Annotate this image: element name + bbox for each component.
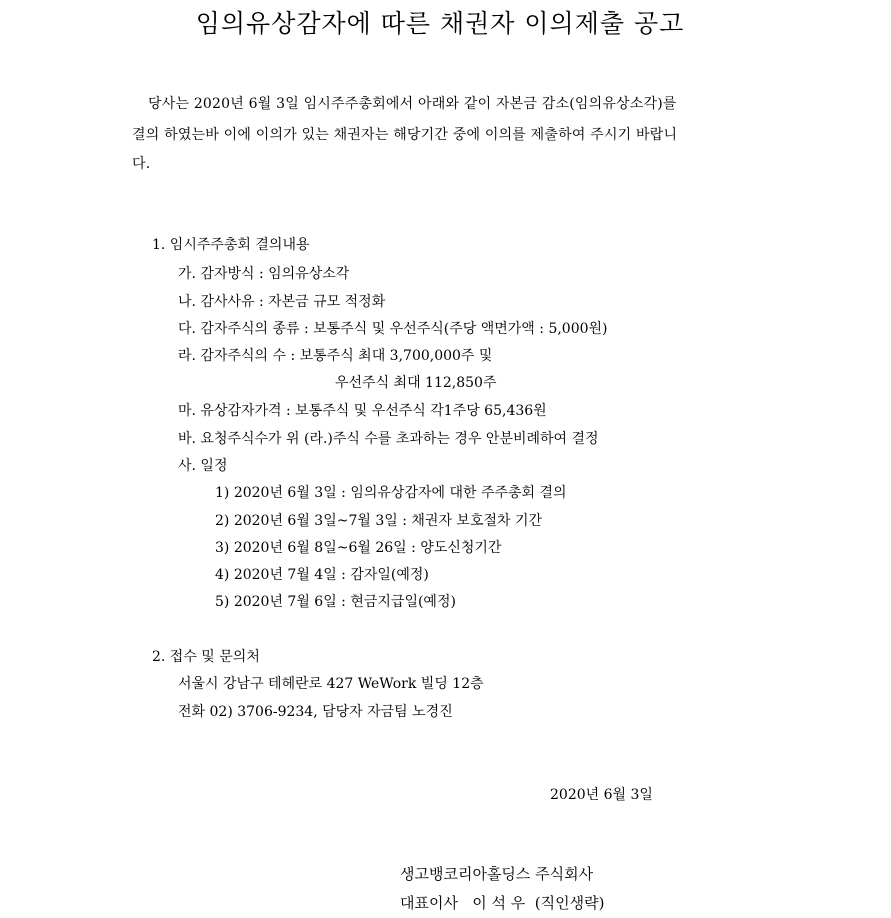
item-ra-continued: 우선주식 최대 112,850주 (335, 375, 497, 391)
section1-heading: 1. 임시주주총회 결의내용 (152, 237, 310, 253)
contact-phone: 전화 02) 3706-9234, 담당자 자금팀 노경진 (178, 704, 453, 720)
schedule-item: 5) 2020년 7월 6일 : 현금지급일(예정) (215, 594, 456, 610)
item-ga: 가. 감자방식 : 임의유상소각 (178, 266, 350, 282)
section2-heading: 2. 접수 및 문의처 (152, 649, 260, 665)
schedule-item: 1) 2020년 6월 3일 : 임의유상감자에 대한 주주총회 결의 (215, 485, 567, 501)
notice-title: 임의유상감자에 따른 채권자 이의제출 공고 (195, 9, 685, 38)
schedule-item: 2) 2020년 6월 3일~7월 3일 : 채권자 보호절차 기간 (215, 513, 543, 529)
item-ra: 라. 감자주식의 수 : 보통주식 최대 3,700,000주 및 (178, 348, 493, 364)
item-ma: 마. 유상감자가격 : 보통주식 및 우선주식 각1주당 65,436원 (178, 403, 547, 419)
intro-line-3: 다. (132, 156, 151, 172)
contact-address: 서울시 강남구 테헤란로 427 WeWork 빌딩 12층 (178, 676, 484, 692)
intro-line-2: 결의 하였는바 이에 이의가 있는 채권자는 해당기간 중에 이의를 제출하여 주시기 바랍니 (132, 127, 678, 143)
item-ba: 바. 요청주식수가 위 (라.)주식 수를 초과하는 경우 안분비례하여 결정 (178, 431, 599, 447)
item-da: 다. 감자주식의 종류 : 보통주식 및 우선주식(주당 액면가액 : 5,000원) (178, 321, 608, 337)
item-sa: 사. 일정 (178, 458, 228, 474)
company-name: 생고뱅코리아홀딩스 주식회사 (400, 865, 594, 883)
schedule-item: 4) 2020년 7월 4일 : 감자일(예정) (215, 567, 429, 583)
representative-line: 대표이사 이 석 우 (직인생략) (400, 894, 605, 912)
item-na: 나. 감사사유 : 자본금 규모 적정화 (178, 294, 386, 310)
intro-line-1: 당사는 2020년 6월 3일 임시주주총회에서 아래와 같이 자본금 감소(임의유상소각)를 (148, 96, 677, 112)
schedule-item: 3) 2020년 6월 8일~6월 26일 : 양도신청기간 (215, 540, 502, 556)
notice-date: 2020년 6월 3일 (550, 787, 653, 803)
